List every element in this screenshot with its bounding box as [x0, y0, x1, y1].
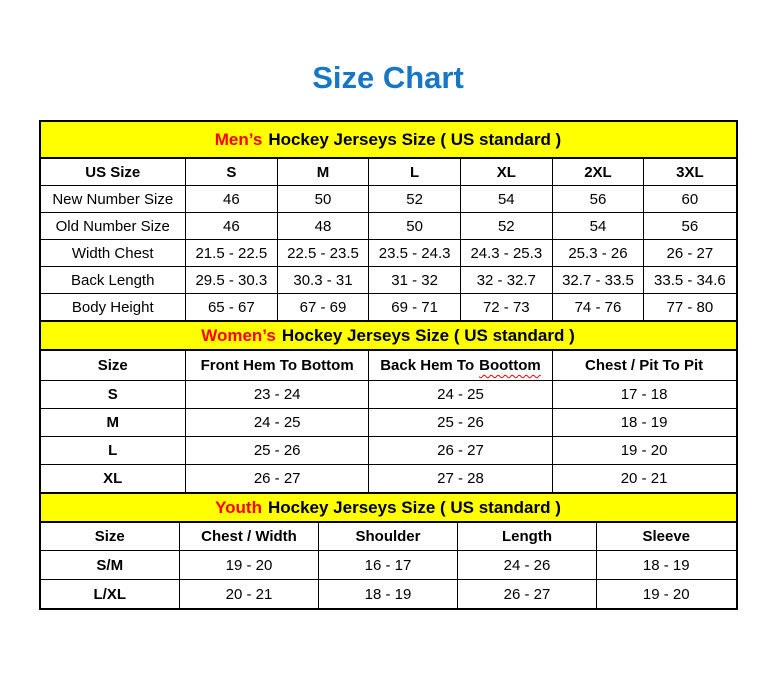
value-cell: 26 - 27	[369, 437, 552, 465]
value-cell: 18 - 19	[552, 409, 735, 437]
value-cell: 21.5 - 22.5	[186, 240, 278, 267]
section-heading-women	[41, 320, 736, 351]
value-cell: 24 - 26	[458, 551, 597, 580]
row-label: M	[41, 409, 186, 437]
row-label: Old Number Size	[41, 213, 186, 240]
row-label: XL	[41, 465, 186, 493]
column-header: S	[186, 159, 278, 186]
row-label: Back Length	[41, 267, 186, 294]
column-header: Front Hem To Bottom	[186, 351, 369, 381]
column-header: XL	[460, 159, 552, 186]
table-row	[41, 551, 736, 580]
value-cell: 22.5 - 23.5	[277, 240, 369, 267]
section-heading-men-highlight: Men’s	[214, 129, 263, 149]
value-cell: 69 - 71	[369, 294, 461, 321]
row-label: New Number Size	[41, 186, 186, 213]
section-heading-women-text: Hockey Jerseys Size ( US standard )	[281, 325, 575, 345]
column-header: Size	[41, 351, 186, 381]
column-header-text: Back Hem To	[380, 357, 475, 374]
value-cell: 65 - 67	[186, 294, 278, 321]
value-cell: 72 - 73	[460, 294, 552, 321]
section-heading-men	[41, 122, 736, 159]
table-row	[41, 437, 736, 465]
row-label: Body Height	[41, 294, 186, 321]
women-size-table	[41, 351, 736, 492]
column-header: Shoulder	[319, 523, 458, 551]
value-cell: 52	[369, 186, 461, 213]
section-heading-youth-text: Hockey Jerseys Size ( US standard )	[267, 497, 561, 517]
value-cell: 19 - 20	[552, 437, 735, 465]
value-cell: 54	[552, 213, 644, 240]
value-cell: 16 - 17	[319, 551, 458, 580]
value-cell: 25.3 - 26	[552, 240, 644, 267]
value-cell: 31 - 32	[369, 267, 461, 294]
table-row	[41, 580, 736, 609]
value-cell: 29.5 - 30.3	[186, 267, 278, 294]
women-header-row	[41, 351, 736, 381]
value-cell: 24.3 - 25.3	[460, 240, 552, 267]
table-row	[41, 409, 736, 437]
value-cell: 19 - 20	[597, 580, 736, 609]
value-cell: 26 - 27	[644, 240, 736, 267]
row-label: S	[41, 381, 186, 409]
value-cell: 46	[186, 213, 278, 240]
row-label: S/M	[41, 551, 180, 580]
value-cell: 32.7 - 33.5	[552, 267, 644, 294]
value-cell: 48	[277, 213, 369, 240]
value-cell: 50	[277, 186, 369, 213]
value-cell: 18 - 19	[319, 580, 458, 609]
value-cell: 52	[460, 213, 552, 240]
value-cell: 77 - 80	[644, 294, 736, 321]
value-cell: 23.5 - 24.3	[369, 240, 461, 267]
column-header: Length	[458, 523, 597, 551]
table-row	[41, 240, 736, 267]
value-cell: 56	[552, 186, 644, 213]
value-cell: 27 - 28	[369, 465, 552, 493]
column-header: 2XL	[552, 159, 644, 186]
value-cell: 23 - 24	[186, 381, 369, 409]
size-chart	[39, 120, 738, 610]
youth-size-table	[41, 523, 736, 608]
men-size-table	[41, 159, 736, 320]
section-heading-women-highlight: Women’s	[201, 325, 276, 345]
youth-header-row	[41, 523, 736, 551]
section-heading-men-text: Hockey Jerseys Size ( US standard )	[268, 129, 562, 149]
value-cell: 50	[369, 213, 461, 240]
column-header: Size	[41, 523, 180, 551]
value-cell: 19 - 20	[180, 551, 319, 580]
value-cell: 18 - 19	[597, 551, 736, 580]
column-header: L	[369, 159, 461, 186]
row-label: L/XL	[41, 580, 180, 609]
value-cell: 56	[644, 213, 736, 240]
section-heading-youth-highlight: Youth	[215, 497, 262, 517]
table-row	[41, 186, 736, 213]
column-header: Chest / Width	[180, 523, 319, 551]
table-row	[41, 267, 736, 294]
value-cell: 26 - 27	[458, 580, 597, 609]
table-row	[41, 294, 736, 321]
value-cell: 20 - 21	[180, 580, 319, 609]
column-header: M	[277, 159, 369, 186]
section-heading-youth	[41, 492, 736, 523]
men-header-row	[41, 159, 736, 186]
value-cell: 26 - 27	[186, 465, 369, 493]
misspelled-word: Boottom	[479, 357, 541, 374]
value-cell: 60	[644, 186, 736, 213]
value-cell: 17 - 18	[552, 381, 735, 409]
table-row	[41, 381, 736, 409]
value-cell: 25 - 26	[186, 437, 369, 465]
page-title: Size Chart	[312, 60, 464, 95]
value-cell: 25 - 26	[369, 409, 552, 437]
table-row	[41, 465, 736, 493]
row-label: Width Chest	[41, 240, 186, 267]
row-label: L	[41, 437, 186, 465]
value-cell: 32 - 32.7	[460, 267, 552, 294]
column-header: Chest / Pit To Pit	[552, 351, 735, 381]
column-header	[369, 351, 552, 381]
value-cell: 24 - 25	[186, 409, 369, 437]
value-cell: 33.5 - 34.6	[644, 267, 736, 294]
value-cell: 20 - 21	[552, 465, 735, 493]
value-cell: 54	[460, 186, 552, 213]
value-cell: 24 - 25	[369, 381, 552, 409]
column-header: US Size	[41, 159, 186, 186]
value-cell: 46	[186, 186, 278, 213]
value-cell: 67 - 69	[277, 294, 369, 321]
column-header: Sleeve	[597, 523, 736, 551]
value-cell: 30.3 - 31	[277, 267, 369, 294]
column-header: 3XL	[644, 159, 736, 186]
value-cell: 74 - 76	[552, 294, 644, 321]
table-row	[41, 213, 736, 240]
